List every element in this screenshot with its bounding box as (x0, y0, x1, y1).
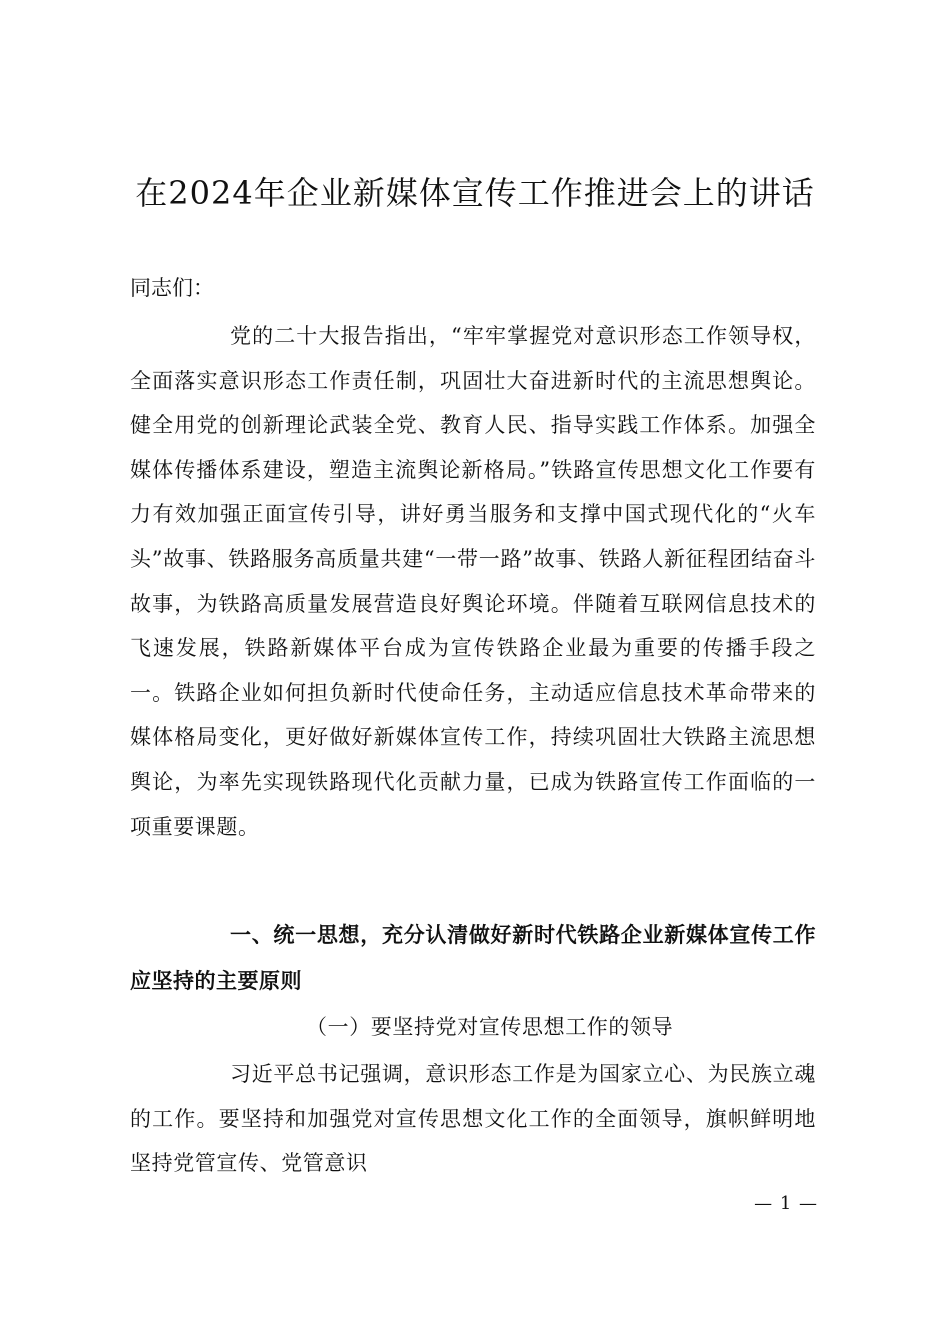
document-title: 在2024年企业新媒体宣传工作推进会上的讲话 (135, 174, 815, 212)
salutation: 同志们： (130, 276, 214, 300)
page-number: — 1 — (754, 1193, 818, 1214)
body-paragraph-2: 习近平总书记强调，意识形态工作是为国家立心、为民族立魂的工作。要坚持和加强党对宣传思想文化工作的全面领导，旗帜鲜明地坚持党管宣传、党管意识 (130, 1062, 816, 1176)
section-heading: 一、统一思想，充分认清做好新时代铁路企业新媒体宣传工作应坚持的主要原则 (130, 923, 816, 993)
body-paragraph-1: 党的二十大报告指出，“牢牢掌握党对意识形态工作领导权，全面落实意识形态工作责任制，巩固壮大奋进新时代的主流思想舆论。健全用党的创新理论武装全党、教育人民、指导实践工作体系。加强全媒体传播体系建设，塑造主流舆论新格局。”铁路宣传思想文化工作要有力有效加强正面宣传引导，讲好勇当服务和支撑中国式现代化的“火车头”故事、铁路服务高质量共建“一带一路”故事、铁路人新征程团结奋斗故事，为铁路高质量发展营造良好舆论环境。伴随着互联网信息技术的飞速发展，铁路新媒体平台成为宣传铁路企业最为重要的传播手段之一。铁路企业如何担负新时代使命任务，主动适应信息技术革命带来的媒体格局变化，更好做好新媒体宣传工作，持续巩固壮大铁路主流思想舆论，为率先实现铁路现代化贡献力量，已成为铁路宣传工作面临的一项重要课题。 (130, 324, 816, 839)
subsection-heading: （一）要坚持党对宣传思想工作的领导 (306, 1015, 674, 1039)
